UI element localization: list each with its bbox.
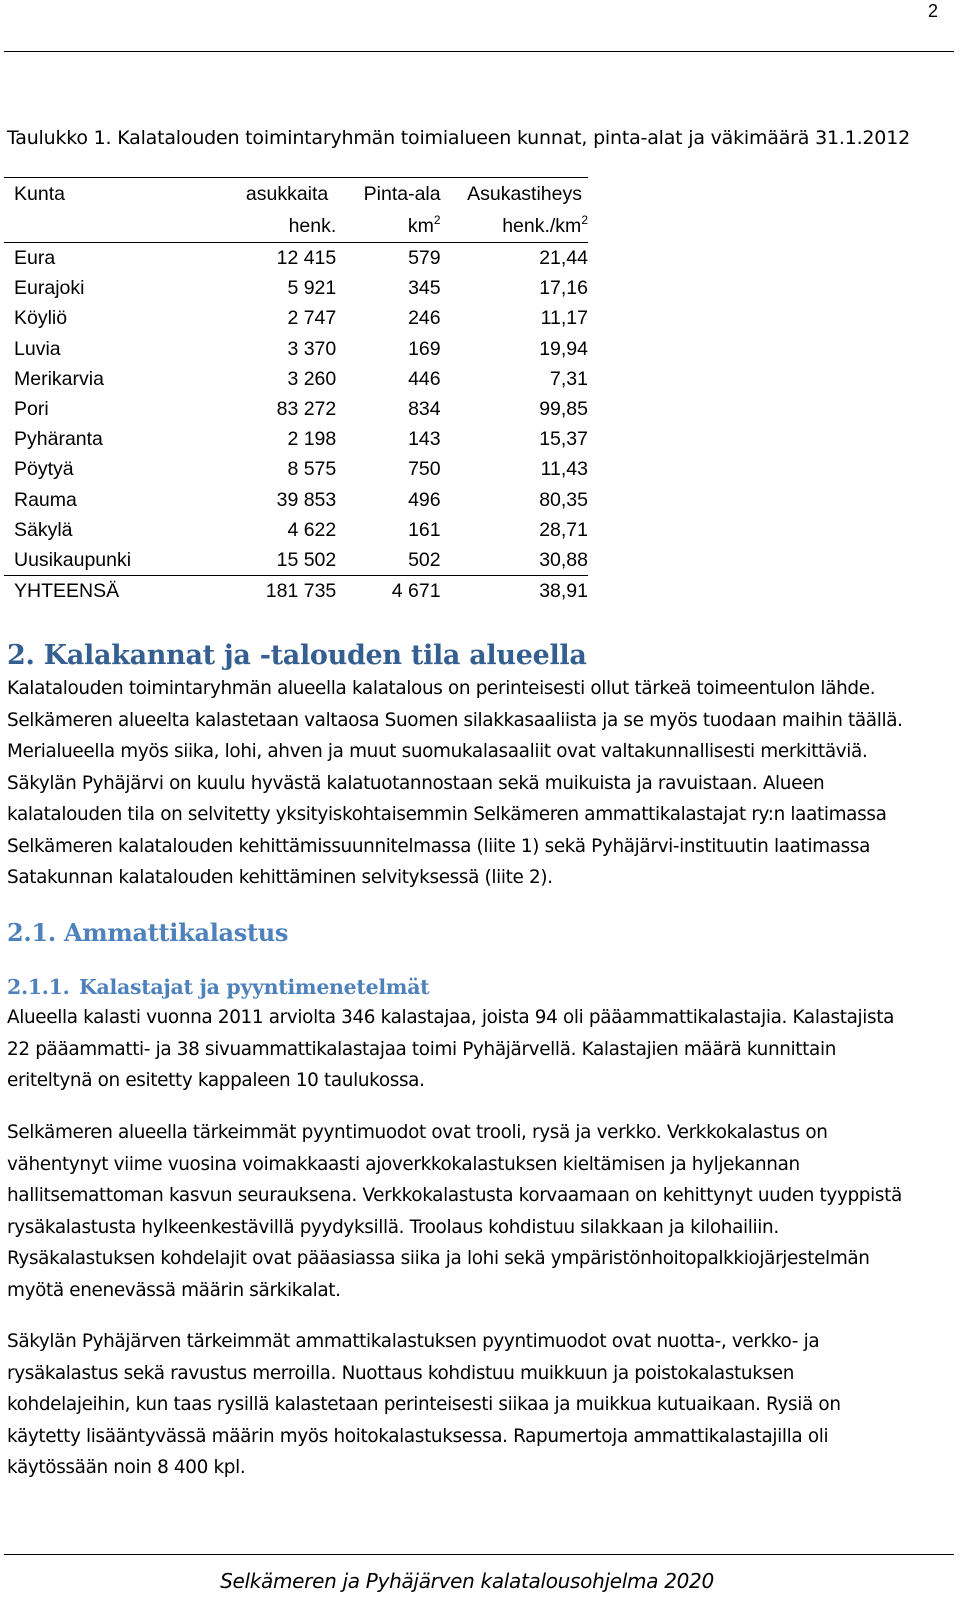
table-cell: 11,43 — [540, 458, 588, 481]
paragraph-line: Selkämeren alueella tärkeimmät pyyntimuodot ovat trooli, rysä ja verkko. Verkkokalastus on — [7, 1122, 828, 1143]
table-cell: 161 — [408, 518, 441, 541]
paragraph-line: rysäkalastusta hylkeenkestävillä pyydyksillä. Troolaus kohdistuu silakkaan ja kilohailiin. — [7, 1216, 779, 1238]
table-cell: 2 747 — [287, 307, 337, 330]
table-cell: Pori — [14, 398, 49, 421]
paragraph-line: eriteltynä on esitetty kappaleen 10 taulukossa. — [7, 1070, 425, 1091]
paragraph — [7, 1002, 947, 1097]
paragraph-line: käytetty lisääntyvässä määrin myös hoitokalastuksessa. Rapumertoja ammattikalastajilla oli — [7, 1425, 829, 1447]
paragraph-line: kohdelajeihin, kun taas rysillä kalastetaan perinteisesti siikaa ja muikkua kutuaikaan. Rysiä on — [7, 1394, 841, 1415]
paragraph-line: Satakunnan kalatalouden kehittäminen selvityksessä (liite 2). — [7, 867, 553, 888]
paragraph-line: Selkämeren alueelta kalastetaan valtaosa Suomen silakkasaaliista ja se myös tuodaan maihin täällä. — [7, 709, 903, 731]
table-cell: 19,94 — [539, 337, 588, 360]
paragraph-line: kalatalouden tila on selvitetty yksityiskohtaisemmin Selkämeren ammattikalastajat ry:n laatimassa — [7, 804, 887, 825]
table-cell: 8 575 — [287, 458, 337, 481]
paragraph-line: Rysäkalastuksen kohdelajit ovat pääasiassa siika ja lohi sekä ympäristönhoitopalkkiojärjestelmän — [7, 1248, 870, 1269]
table-cell: 12 415 — [276, 247, 337, 270]
table-row — [4, 485, 588, 515]
table-row — [4, 394, 588, 424]
table-cell: 7,31 — [550, 367, 588, 390]
table-cell: Eura — [14, 247, 56, 270]
municipality-table — [4, 177, 588, 606]
table-row — [4, 334, 588, 364]
table-cell: 17,16 — [539, 277, 588, 300]
column-header: Kunta — [4, 178, 163, 211]
table-row — [4, 515, 588, 545]
table-row — [4, 273, 588, 303]
table-cell: Uusikaupunki — [4, 545, 163, 576]
table-cell: 750 — [408, 458, 441, 481]
table-cell: Merikarvia — [14, 367, 104, 390]
table-cell: 15,37 — [539, 428, 588, 451]
table-row — [4, 545, 588, 576]
column-header: Pinta-ala — [336, 178, 440, 211]
table-cell: Säkylä — [14, 518, 73, 541]
table-cell: 80,35 — [539, 488, 588, 511]
table-cell: 446 — [408, 367, 441, 390]
section-2-1-heading: 2.1. Ammattikalastus — [7, 918, 289, 947]
table-unit-row — [4, 210, 588, 243]
table-cell: Eurajoki — [14, 277, 85, 300]
paragraph-line: hallitsemattoman kasvun seurauksena. Verkkokalastusta korvaamaan on kehittynyt uuden tyyppistä — [7, 1185, 902, 1206]
paragraph-line: Alueella kalasti vuonna 2011 arviolta 346 kalastajaa, joista 94 oli pääammattikalastajia. Kalastajista — [7, 1007, 895, 1028]
table-row — [4, 243, 588, 274]
column-header: asukkaita — [163, 178, 336, 211]
table-cell: 169 — [408, 337, 441, 360]
table-cell: 83 272 — [276, 398, 337, 421]
unit-label: $henk./km^2$ — [441, 210, 588, 243]
table-cell: 39 853 — [276, 488, 337, 511]
table-cell: 246 — [408, 307, 441, 330]
paragraph-line: Selkämeren kalatalouden kehittämissuunnitelmassa (liite 1) sekä Pyhäjärvi-instituutin laatimassa — [7, 835, 871, 857]
unit-label: henk. — [163, 210, 336, 243]
table-row — [4, 364, 588, 394]
footer-rule — [4, 1554, 954, 1555]
table-cell: 5 921 — [287, 277, 337, 300]
table-cell: 4 622 — [287, 518, 337, 541]
table-cell: 834 — [408, 398, 441, 421]
table-cell: 21,44 — [539, 247, 588, 270]
table-cell: Pyhäranta — [14, 428, 103, 451]
table-cell: 496 — [408, 488, 441, 511]
table-cell: 143 — [408, 428, 441, 451]
paragraph-line: rysäkalastus sekä ravustus merroilla. Nuottaus kohdistuu muikkuun ja poistokalastuksen — [7, 1362, 795, 1384]
table-cell: 99,85 — [539, 398, 588, 421]
table-row — [4, 454, 588, 484]
page-number: 2 — [927, 1, 938, 21]
paragraph-line: myötä enenevässä määrin särkikalat. — [7, 1279, 341, 1301]
table-cell: 502 — [336, 545, 440, 576]
paragraph — [7, 1117, 947, 1306]
paragraph-line: 22 pääammatti- ja 38 sivuammattikalastajaa toimi Pyhäjärvellä. Kalastajien määrä kunnittain — [7, 1038, 837, 1060]
section-2-heading: 2. Kalakannat ja -talouden tila alueella — [7, 640, 587, 671]
table-cell: Pöytyä — [14, 458, 74, 481]
section-2-1-1-heading — [7, 973, 429, 1001]
table-cell: 30,88 — [441, 545, 588, 576]
paragraph-line: käytössään noin 8 400 kpl. — [7, 1457, 246, 1478]
table-header-row — [4, 178, 588, 211]
section-2-paragraph — [7, 673, 947, 894]
footer-text: Selkämeren ja Pyhäjärven kalatalousohjelma 2020 — [220, 1569, 714, 1593]
section-title: Kalastajat ja pyyntimenetelmät — [79, 975, 430, 999]
table-cell: 3 370 — [287, 337, 337, 360]
table-cell: 38,91 — [539, 580, 588, 603]
column-header: Asukastiheys — [441, 178, 588, 211]
paragraph-line: Säkylän Pyhäjärven tärkeimmät ammattikalastuksen pyyntimuodot ovat nuotta-, verkko- ja — [7, 1331, 820, 1352]
table-cell: 579 — [408, 247, 441, 270]
paragraph — [7, 1326, 947, 1484]
paragraph-line: Säkylän Pyhäjärvi on kuulu hyvästä kalatuotannostaan sekä muikuista ja ravuistaan. Alueen — [7, 772, 825, 794]
header-rule — [4, 51, 954, 52]
paragraph-line: vähentynyt viime vuosina voimakkaasti ajoverkkokalastuksen kieltämisen ja hyljekannan — [7, 1153, 800, 1175]
table-body — [4, 243, 588, 607]
table-cell: 4 671 — [391, 580, 441, 603]
paragraph-line: Kalatalouden toimintaryhmän alueella kalatalous on perinteisesti ollut tärkeä toimeentulon lähde. — [7, 678, 876, 699]
table-cell: Luvia — [14, 337, 61, 360]
table-cell: YHTEENSÄ — [14, 580, 120, 603]
table-cell: 15 502 — [163, 545, 336, 576]
table-cell: 3 260 — [287, 367, 337, 390]
table-total-row — [4, 576, 588, 607]
table-row — [4, 303, 588, 333]
section-number: 2.1.1. — [7, 975, 70, 999]
table-cell: 2 198 — [287, 428, 337, 451]
table-cell: 11,17 — [540, 307, 588, 330]
table-row — [4, 424, 588, 454]
unit-label: $km^2$ — [336, 210, 440, 243]
table-cell: 181 735 — [265, 580, 337, 603]
table-cell: Rauma — [14, 488, 77, 511]
paragraph-line: Merialueella myös siika, lohi, ahven ja muut suomukalasaaliit ovat valtakunnallisesti merkittäviä. — [7, 741, 868, 762]
table-cell: 345 — [408, 277, 441, 300]
table-cell: Köyliö — [14, 307, 68, 330]
table-cell: 28,71 — [539, 518, 588, 541]
table-caption: Taulukko 1. Kalatalouden toimintaryhmän toimialueen kunnat, pinta-alat ja väkimäärä 31.1.2012 — [7, 127, 910, 149]
